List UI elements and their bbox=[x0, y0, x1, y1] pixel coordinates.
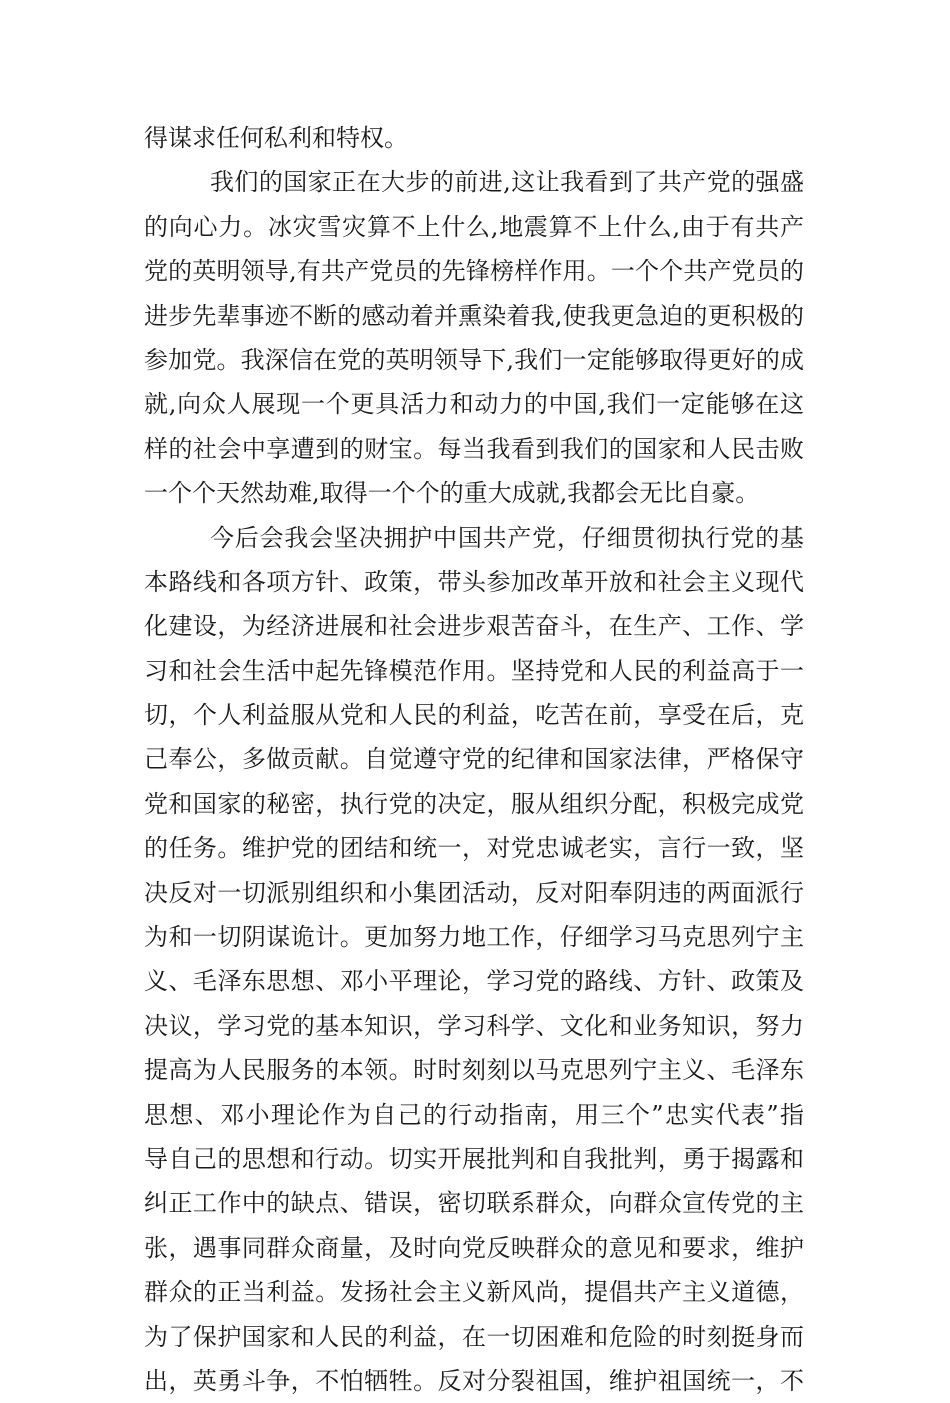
text-line: 决议，学习党的基本知识，学习科学、文化和业务知识，努力 bbox=[144, 1011, 804, 1040]
text-line: 出，英勇斗争，不怕牺牲。反对分裂祖国，维护祖国统一，不 bbox=[144, 1366, 804, 1395]
paragraph bbox=[144, 516, 804, 1403]
text-line: 党和国家的秘密，执行党的决定，服从组织分配，积极完成党 bbox=[144, 789, 804, 818]
text-line: 义、毛泽东思想、邓小平理论，学习党的路线、方针、政策及 bbox=[144, 967, 804, 996]
text-line: 就,向众人展现一个更具活力和动力的中国,我们一定能够在这 bbox=[144, 390, 804, 419]
text-line: 切，个人利益服从党和人民的利益，吃苦在前，享受在后，克 bbox=[144, 701, 804, 730]
text-line: 我们的国家正在大步的前进,这让我看到了共产党的强盛 bbox=[210, 168, 804, 197]
text-line: 决反对一切派别组织和小集团活动，反对阳奉阴违的两面派行 bbox=[144, 878, 804, 907]
text-line: 得谋求任何私利和特权。 bbox=[144, 124, 408, 152]
text-line: 样的社会中享遭到的财宝。每当我看到我们的国家和人民击败 bbox=[144, 434, 804, 463]
text-line: 化建设，为经济进展和社会进步艰苦奋斗，在生产、工作、学 bbox=[144, 612, 804, 641]
text-line: 张，遇事同群众商量，及时向党反映群众的意见和要求，维护 bbox=[144, 1233, 804, 1262]
text-line: 为和一切阴谋诡计。更加努力地工作，仔细学习马克思列宁主 bbox=[144, 923, 804, 952]
text-line: 思想、邓小理论作为自己的行动指南，用三个”忠实代表”指 bbox=[144, 1100, 804, 1129]
text-line: 纠正工作中的缺点、错误，密切联系群众，向群众宣传党的主 bbox=[144, 1189, 804, 1218]
body-text bbox=[144, 116, 804, 1403]
text-line: 为了保护国家和人民的利益，在一切困难和危险的时刻挺身而 bbox=[144, 1322, 804, 1351]
text-line: 的任务。维护党的团结和统一，对党忠诚老实，言行一致，坚 bbox=[144, 834, 804, 863]
text-line: 的向心力。冰灾雪灾算不上什么,地震算不上什么,由于有共产 bbox=[144, 212, 804, 241]
text-line: 进步先辈事迹不断的感动着并熏染着我,使我更急迫的更积极的 bbox=[144, 301, 804, 330]
text-line: 群众的正当利益。发扬社会主义新风尚，提倡共产主义道德， bbox=[144, 1278, 804, 1307]
text-line: 参加党。我深信在党的英明领导下,我们一定能够取得更好的成 bbox=[144, 345, 804, 374]
text-line: 习和社会生活中起先锋模范作用。坚持党和人民的利益高于一 bbox=[144, 656, 804, 685]
text-line: 导自己的思想和行动。切实开展批判和自我批判，勇于揭露和 bbox=[144, 1144, 804, 1173]
paragraph bbox=[144, 116, 804, 160]
text-line: 党的英明领导,有共产党员的先锋榜样作用。一个个共产党员的 bbox=[144, 257, 804, 286]
text-line: 今后会我会坚决拥护中国共产党，仔细贯彻执行党的基 bbox=[210, 523, 804, 552]
paragraph bbox=[144, 160, 804, 515]
text-line: 本路线和各项方针、政策，带头参加改革开放和社会主义现代 bbox=[144, 567, 804, 596]
text-line: 提高为人民服务的本领。时时刻刻以马克思列宁主义、毛泽东 bbox=[144, 1056, 804, 1085]
text-line: 一个个天然劫难,取得一个个的重大成就,我都会无比自豪。 bbox=[144, 479, 760, 508]
text-line: 己奉公，多做贡献。自觉遵守党的纪律和国家法律，严格保守 bbox=[144, 745, 804, 774]
